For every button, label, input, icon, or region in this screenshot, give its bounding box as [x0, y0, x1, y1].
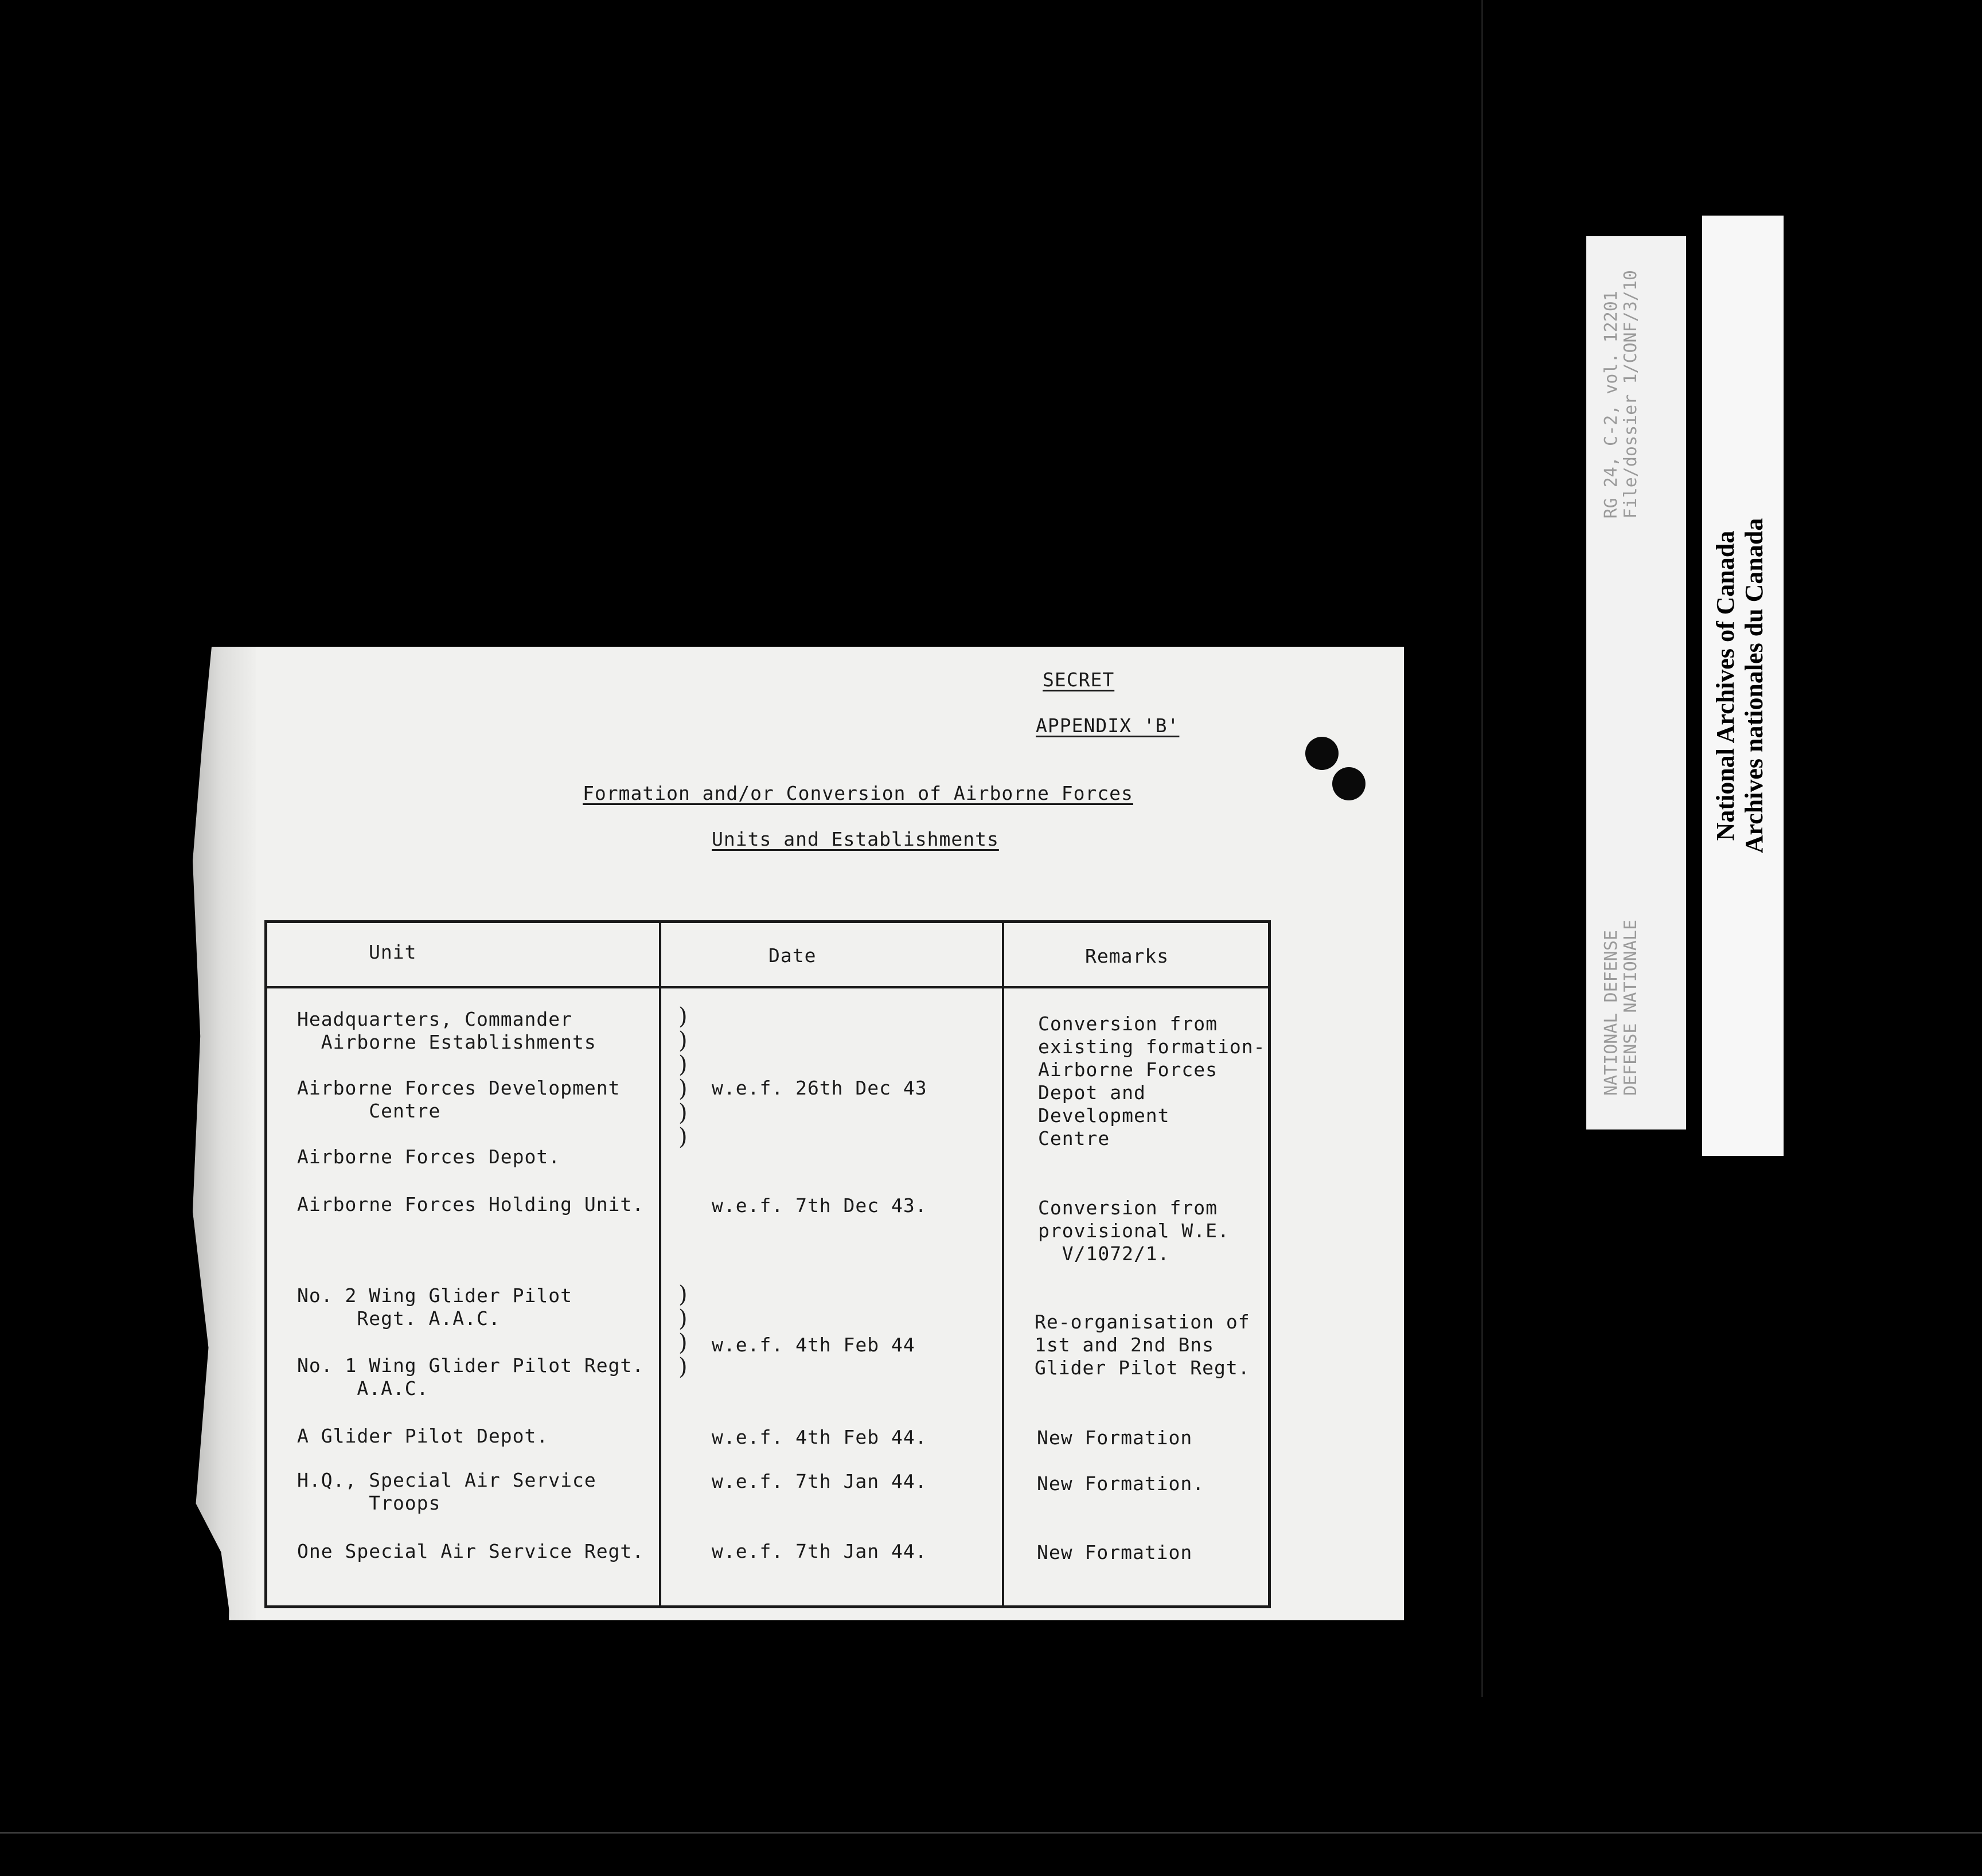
unit-cell: Headquarters, Commander Airborne Establishments	[297, 1008, 596, 1053]
archive-reference-strip	[1586, 236, 1686, 1129]
remarks-cell: New Formation	[1037, 1541, 1193, 1564]
appendix-label: APPENDIX 'B'	[1036, 714, 1180, 737]
unit-cell: No. 1 Wing Glider Pilot Regt. A.A.C.	[297, 1354, 645, 1400]
grouping-brace: ) ) ) )	[678, 1281, 688, 1380]
file-reference-line: File/dossier 1/CONF/3/10	[1621, 270, 1641, 519]
classification-marking: SECRET	[1043, 669, 1115, 691]
torn-left-edge	[193, 647, 256, 1620]
frame-divider-vertical	[1481, 0, 1483, 1697]
remarks-cell: New Formation	[1037, 1426, 1193, 1449]
punch-hole	[1305, 737, 1339, 770]
reference-label	[1602, 270, 1641, 518]
unit-cell: A Glider Pilot Depot.	[297, 1425, 549, 1447]
document-title: Formation and/or Conversion of Airborne Forces	[583, 782, 1133, 804]
reference-line: RG 24, C-2, vol. 12201	[1601, 291, 1621, 519]
document-subtitle: Units and Establishments	[712, 828, 999, 850]
header-divider	[264, 986, 1271, 988]
header-date: Date	[768, 944, 817, 967]
remarks-cell: Re-organisation of 1st and 2nd Bns Glider Pilot Regt.	[1035, 1311, 1250, 1379]
remarks-cell: Conversion from existing formation- Airborne Forces Depot and Development Centre	[1038, 1013, 1266, 1150]
institution-english: National Archives of Canada	[1711, 530, 1739, 841]
unit-cell: Airborne Forces Development Centre	[297, 1077, 621, 1122]
date-cell: w.e.f. 7th Dec 43.	[712, 1194, 927, 1217]
department-en: NATIONAL DEFENSE	[1601, 930, 1621, 1096]
header-remarks: Remarks	[1085, 945, 1169, 967]
header-unit: Unit	[369, 941, 417, 963]
unit-cell: No. 2 Wing Glider Pilot Regt. A.A.C.	[297, 1284, 572, 1330]
date-cell: w.e.f. 4th Feb 44	[712, 1334, 915, 1356]
remarks-cell: New Formation.	[1037, 1472, 1205, 1495]
grouping-brace: ) ) ) ) ) )	[678, 1003, 688, 1150]
unit-cell: Airborne Forces Holding Unit.	[297, 1193, 645, 1216]
unit-cell: One Special Air Service Regt.	[297, 1540, 645, 1562]
date-cell: w.e.f. 7th Jan 44.	[712, 1540, 927, 1562]
department-label	[1602, 920, 1641, 1096]
column-divider	[659, 920, 661, 1608]
archives-label-strip	[1702, 216, 1784, 1156]
department-fr: DEFENSE NATIONALE	[1621, 919, 1641, 1096]
punch-hole	[1332, 767, 1365, 800]
date-cell: w.e.f. 26th Dec 43	[712, 1077, 927, 1099]
frame-divider-horizontal	[0, 1832, 1982, 1834]
date-cell: w.e.f. 4th Feb 44.	[712, 1426, 927, 1448]
remarks-cell: Conversion from provisional W.E. V/1072/1.	[1038, 1197, 1230, 1265]
unit-cell: Airborne Forces Depot.	[297, 1146, 561, 1168]
institution-french: Archives nationales du Canada	[1740, 518, 1768, 854]
column-divider	[1002, 920, 1004, 1608]
date-cell: w.e.f. 7th Jan 44.	[712, 1470, 927, 1492]
unit-cell: H.Q., Special Air Service Troops	[297, 1469, 596, 1514]
